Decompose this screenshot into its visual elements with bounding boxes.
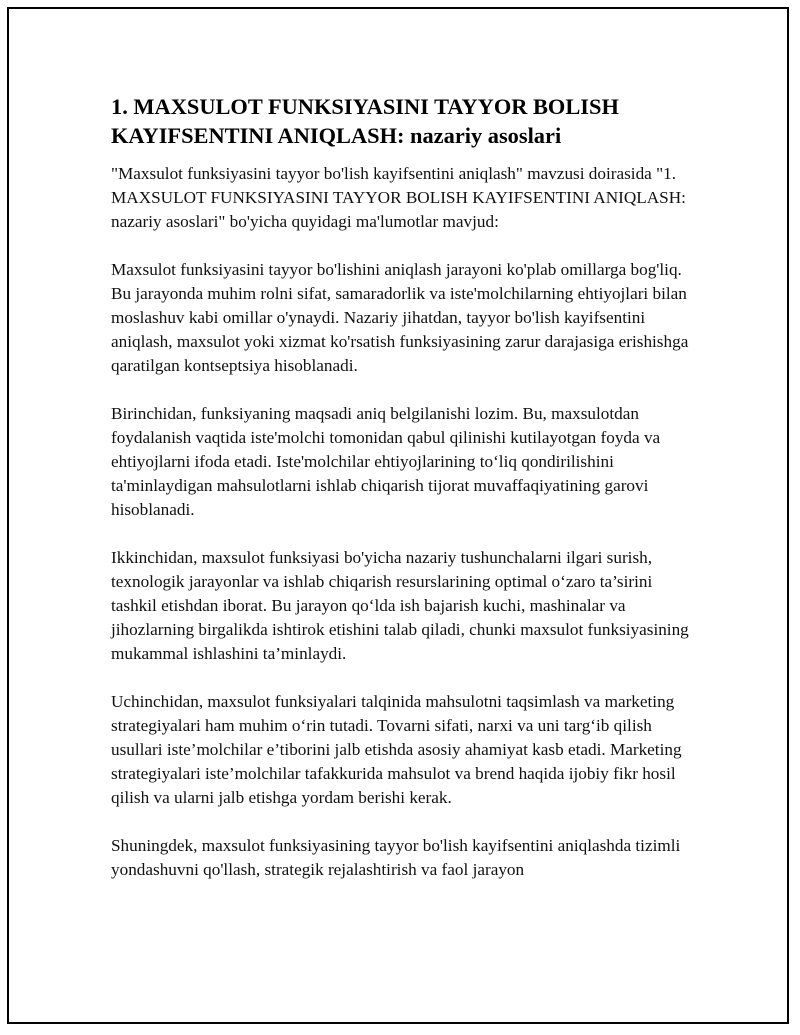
document-body [111,92,691,906]
paragraph-additionally: Shuningdek, maxsulot funksiyasining tayyor bo'lish kayifsentini aniqlashda tizimli yondashuvni qo'llash, strategik rejalashtirish va faol jarayon [111,836,681,879]
paragraph-intro: "Maxsulot funksiyasini tayyor bo'lish kayifsentini aniqlash" mavzusi doirasida "1. MAXSULOT FUNKSIYASINI TAYYOR BOLISH KAYIFSENTINI ANIQLASH: nazariy asoslari" bo'yicha quyidagi ma'lumotlar mavjud: [111,164,686,231]
paragraph-overview: Maxsulot funksiyasini tayyor bo'lishini aniqlash jarayoni ko'plab omillarga bog'liq. Bu jarayonda muhim rolni sifat, samaradorlik va iste'molchilarning ehtiyojlari bilan moslashuv kabi omillar o'ynaydi. Nazariy jihatdan, tayyor bo'lish kayifsentini aniqlash, maxsulot yoki xizmat ko'rsatish funksiyasining zarur darajasiga erishishga qaratilgan kontseptsiya hisoblanadi. [111,260,689,375]
paragraph-first: Birinchidan, funksiyaning maqsadi aniq belgilanishi lozim. Bu, maxsulotdan foydalanish vaqtida iste'molchi tomonidan qabul qilinishi kutilayotgan foyda va ehtiyojlarni ifoda etadi. Iste'molchilar ehtiyojlarining to‘liq qondirilishini ta'minlaydigan mahsulotlarni ishlab chiqarish tijorat muvaffaqiyatining garovi hisoblanadi. [111,404,661,519]
paragraph-second: Ikkinchidan, maxsulot funksiyasi bo'yicha nazariy tushunchalarni ilgari surish, texnologik jarayonlar va ishlab chiqarish resurslarining optimal o‘zaro ta’sirini tashkil etishdan iborat. Bu jarayon qo‘lda ish bajarish kuchi, mashinalar va jihozlarning birgalikda ishtirok etishini talab qiladi, chunki maxsulot funksiyasining mukammal ishlashini ta’minlaydi. [111,548,689,663]
paragraph-third: Uchinchidan, maxsulot funksiyalari talqinida mahsulotni taqsimlash va marketing strategiyalari ham muhim o‘rin tutadi. Tovarni sifati, narxi va uni targ‘ib qilish usullari iste’molchilar e’tiborini jalb etishda asosiy ahamiyat kasb etadi. Marketing strategiyalari iste’molchilar tafakkurida mahsulot va brend haqida ijobiy fikr hosil qilish va ularni jalb etishga yordam berishi kerak. [111,692,682,807]
document-title: 1. MAXSULOT FUNKSIYASINI TAYYOR BOLISH KAYIFSENTINI ANIQLASH: nazariy asoslari [111,94,619,148]
